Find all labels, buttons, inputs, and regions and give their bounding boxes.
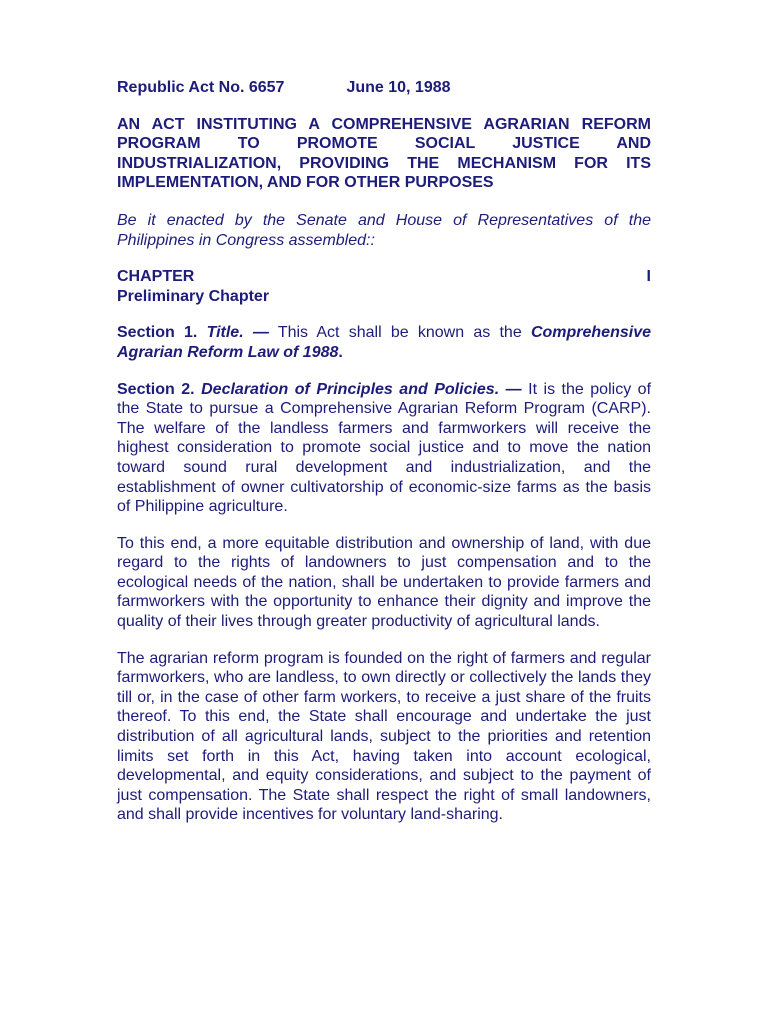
- section-2-heading: Declaration of Principles and Policies. —: [201, 380, 522, 398]
- act-header: [117, 78, 651, 98]
- chapter-title: Preliminary Chapter: [117, 287, 270, 305]
- document-page: [117, 78, 651, 842]
- section-1-text: This Act shall be known as the: [277, 324, 522, 342]
- chapter-heading: [117, 267, 651, 306]
- paragraph-agrarian-program: The agrarian reform program is founded on the right of farmers and regular farmworkers, who are landless, to own directly or collectively the lands they till or, in the case of other farm workers, to receive a just share of the fruits thereof. To this end, the State shall encourage and undertake the just distribution of all agricultural lands, subject to the priorities and retention limits set forth in this Act, having taken into account ecological, developmental, and equity considerations, and subject to the payment of just compensation. The State shall respect the right of small landowners, and shall provide incentives for voluntary land-sharing.: [117, 649, 651, 824]
- section-2: [117, 380, 651, 517]
- section-2-label: Section 2.: [117, 380, 195, 398]
- enacting-clause: Be it enacted by the Senate and House of Representatives of the Philippines in Congress assembled::: [117, 211, 651, 249]
- section-1-end: .: [338, 343, 343, 361]
- section-2-text: It is the policy of the State to pursue a Comprehensive Agrarian Reform Program (CARP). The welfare of the landless farmers and farmworkers will receive the highest consideration to promote social justice and to move the nation toward sound rural development and industrialization, and the establishment of owner cultivatorship of economic-size farms as the basis of Philippine agriculture.: [117, 380, 652, 516]
- section-1-heading: Title. —: [206, 324, 269, 342]
- act-date: June 10, 1988: [346, 79, 451, 96]
- chapter-label: CHAPTER: [117, 268, 195, 286]
- section-1-label: Section 1.: [117, 324, 198, 342]
- chapter-numeral: I: [646, 268, 651, 286]
- act-title: AN ACT INSTITUTING A COMPREHENSIVE AGRARIAN REFORM PROGRAM TO PROMOTE SOCIAL JUSTICE AND INDUSTRIALIZATION, PROVIDING THE MECHANISM FOR ITS IMPLEMENTATION, AND FOR OTHER PURPOSES: [117, 115, 651, 192]
- section-1: [117, 323, 651, 362]
- section-1-law-name: Comprehensive Agrarian Reform Law of 1988: [117, 324, 651, 361]
- paragraph-equitable-distribution: To this end, a more equitable distribution and ownership of land, with due regard to the rights of landowners to just compensation and to the ecological needs of the nation, shall be undertaken to provide farmers and farmworkers with the opportunity to enhance their dignity and improve the quality of their lives through greater productivity of agricultural lands.: [117, 534, 651, 631]
- act-number: Republic Act No. 6657: [117, 79, 285, 96]
